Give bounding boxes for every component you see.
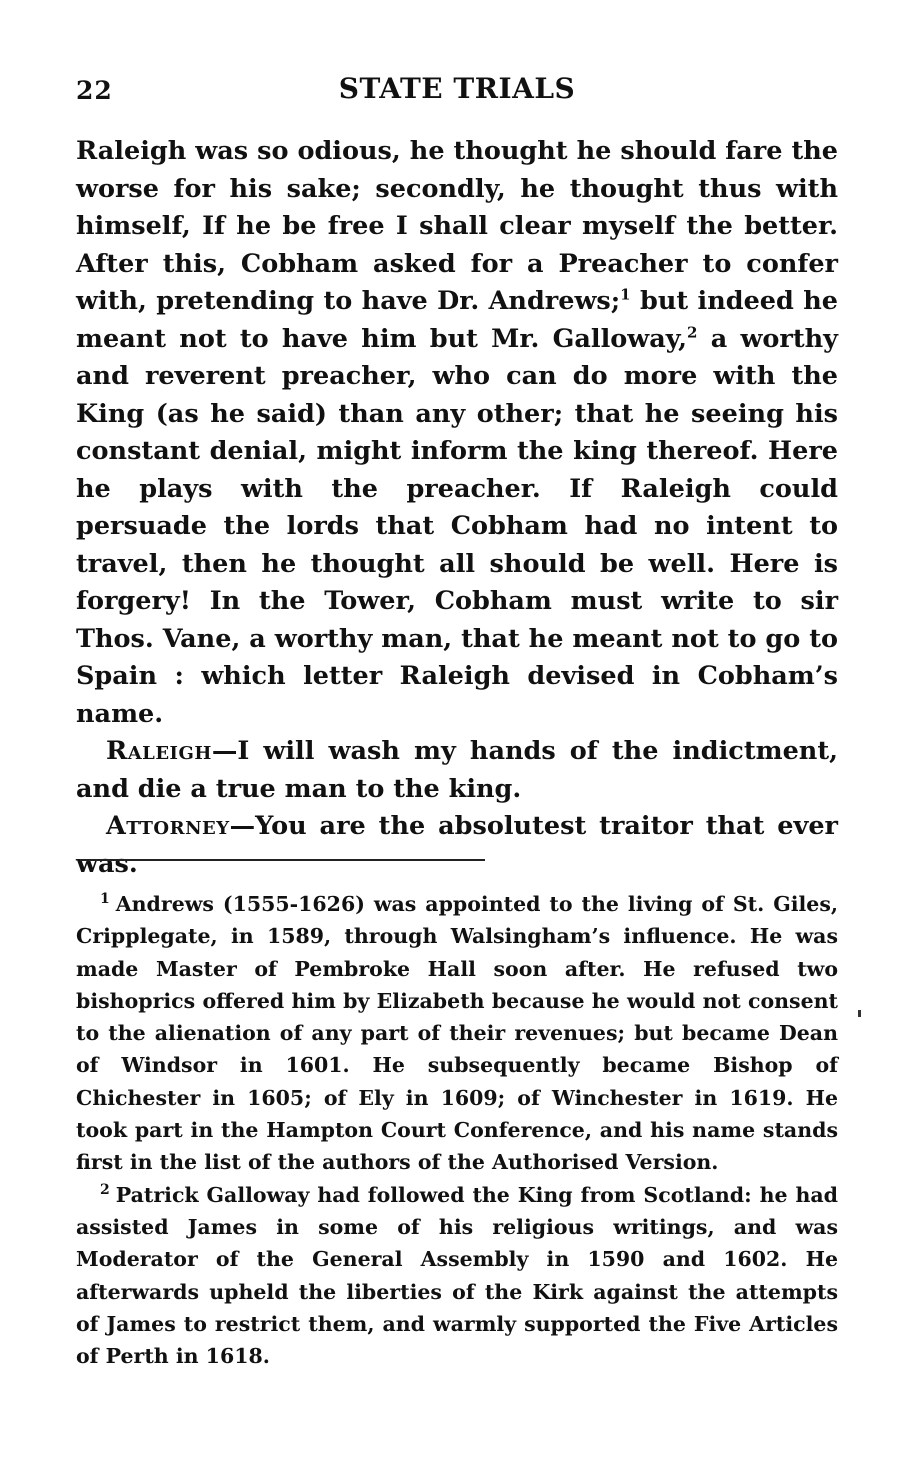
running-head: STATE TRIALS xyxy=(338,72,576,105)
paragraph-text: Raleigh was so odious, he thought he should fare the worse for his sake; secondly, he thought thus with himself, If he be free I shall clear myself the better. After this, Cobham asked for a Preacher to confer with, pretending to have Dr. Andrews; xyxy=(76,136,838,316)
paragraph-attorney-reply xyxy=(76,808,838,883)
speech-text: —You are the absolutest traitor that ever was. xyxy=(76,811,838,879)
footnote-text: Andrews (1555-1626) was appointed to the living of St. Giles, Cripplegate, in 1589, through Walsingham’s influence. He was made Master of Pembroke Hall soon after. He refused two bishoprics offered him by Elizabeth because he would not consent to the alienation of any part of their revenues; but became Dean of Windsor in 1601. He subsequently became Bishop of Chichester in 1605; of Ely in 1609; of Winchester in 1619. He took part in the Hampton Court Conference, and his name stands first in the list of the authors of the Authorised Version. xyxy=(76,892,838,1175)
page-number: 22 xyxy=(76,76,113,105)
footnote-marker: 2 xyxy=(100,1181,110,1198)
page-header xyxy=(76,72,838,112)
footnote-marker: 1 xyxy=(100,891,110,908)
paragraph-text: but indeed he meant not to have him but Mr. Galloway, xyxy=(76,286,838,354)
footnotes xyxy=(76,888,838,1372)
main-text xyxy=(76,133,838,883)
footnote-separator xyxy=(80,859,485,861)
footnote xyxy=(76,1179,838,1373)
ink-speck xyxy=(858,1010,861,1017)
speaker-name: Attorney xyxy=(106,811,230,841)
paragraph-prosecution-speech xyxy=(76,133,838,733)
footnote-reference-1: 1 xyxy=(620,285,631,304)
speech-text: —I will wash my hands of the indictment, and die a true man to the king. xyxy=(76,736,838,804)
footnote xyxy=(76,888,838,1179)
footnote-text: Patrick Galloway had followed the King from Scotland: he had assisted James in some of his religious writings, and was Moderator of the General Assembly in 1590 and 1602. He afterwards upheld the liberties of the Kirk against the attempts of James to restrict them, and warmly supported the Five Articles of Perth in 1618. xyxy=(76,1182,838,1369)
paragraph-raleigh-reply xyxy=(76,733,838,808)
footnote-reference-2: 2 xyxy=(687,323,698,341)
speaker-name: Raleigh xyxy=(106,736,212,766)
paragraph-text: a worthy and reverent preacher, who can do more with the King (as he said) than any other; that he seeing his constant denial, might inform the king thereof. Here he plays with the preacher. If Raleigh could persuade the lords that Cobham had no intent to travel, then he thought all should be well. Here is forgery! In the Tower, Cobham must write to sir Thos. Vane, a worthy man, that he meant not to go to Spain : which letter Raleigh devised in Cobham’s name. xyxy=(76,323,838,729)
